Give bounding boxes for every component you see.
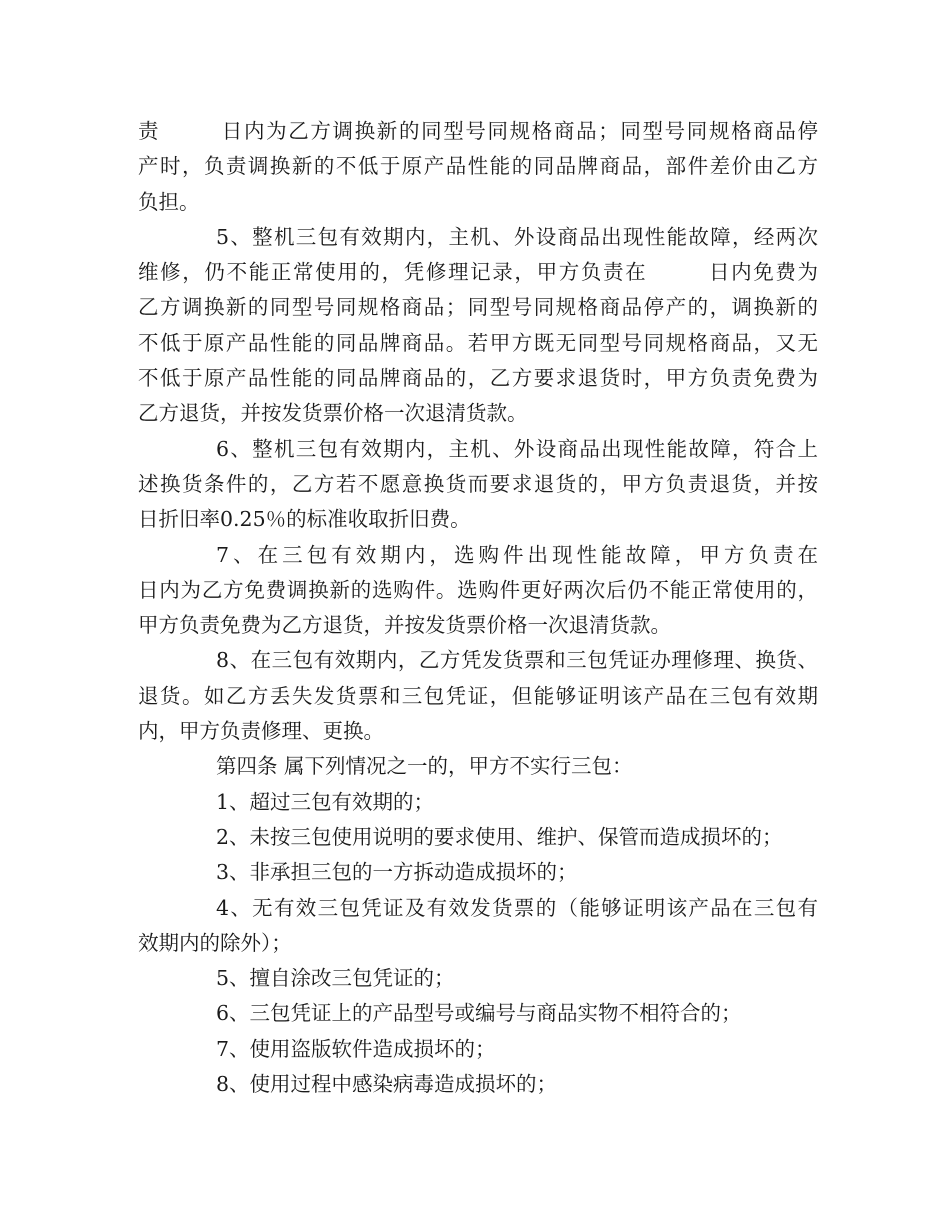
- clause-5-line: 5、整机三包有效期内，主机、外设商品出现性能故障，经两次: [216, 224, 818, 249]
- paragraph-line: 述换货条件的，乙方若不愿意换货而要求退货的，甲方负责退货，并按: [138, 471, 818, 496]
- list-item: 3、非承担三包的一方拆动造成损坏的；: [216, 860, 578, 885]
- clause-8-line: 8、在三包有效期内，乙方凭发货票和三包凭证办理修理、换货、: [216, 648, 818, 673]
- paragraph-line: 不低于原产品性能的同品牌商品。若甲方既无同型号同规格商品，又无: [138, 330, 818, 355]
- list-item: 6、三包凭证上的产品型号或编号与商品实物不相符合的；: [216, 1001, 742, 1026]
- list-item: 4、无有效三包凭证及有效发货票的（能够证明该产品在三包有: [216, 895, 818, 920]
- article-4-heading: 第四条 属下列情况之一的，甲方不实行三包：: [216, 754, 633, 779]
- paragraph-line: 乙方调换新的同型号同规格商品；同型号同规格商品停产的，调换新的: [138, 295, 818, 320]
- paragraph-line: 负担。: [138, 189, 200, 214]
- list-item: 8、使用过程中感染病毒造成损坏的；: [216, 1072, 558, 1097]
- paragraph-line: 日内为乙方免费调换新的选购件。选购件更好两次后仍不能正常使用的，: [138, 577, 818, 602]
- list-item: 7、使用盗版软件造成损坏的；: [216, 1036, 496, 1061]
- paragraph-line: 产时，负责调换新的不低于原产品性能的同品牌商品，部件差价由乙方: [138, 154, 818, 179]
- paragraph-line: 内，甲方负责修理、更换。: [138, 719, 384, 744]
- text-segment: 日内免费为: [707, 260, 819, 285]
- list-item: 5、擅自涂改三包凭证的；: [216, 966, 455, 991]
- paragraph-line: [138, 114, 818, 149]
- paragraph-line: [138, 255, 818, 290]
- paragraph-line: 不低于原产品性能的同品牌商品的，乙方要求退货时，甲方负责免费为: [138, 366, 818, 391]
- document-body: [138, 114, 818, 1102]
- list-item-continuation: 效期内的除外）；: [138, 930, 292, 955]
- paragraph-line: 甲方负责免费为乙方退货，并按发货票价格一次退清货款。: [138, 613, 671, 638]
- list-item: 2、未按三包使用说明的要求使用、维护、保管而造成损坏的；: [216, 824, 783, 849]
- clause-7-line: 7、在三包有效期内，选购件出现性能故障，甲方负责在: [216, 542, 818, 567]
- paragraph-line: 退货。如乙方丢失发货票和三包凭证，但能够证明该产品在三包有效期: [138, 683, 818, 708]
- paragraph-line: 乙方退货，并按发货票价格一次退清货款。: [138, 401, 528, 426]
- clause-6-line: 6、整机三包有效期内，主机、外设商品出现性能故障，符合上: [216, 436, 818, 461]
- text-segment: 日内为乙方调换新的同型号同规格商品；同型号同规格商品停: [220, 119, 819, 143]
- list-item: 1、超过三包有效期的；: [216, 789, 435, 814]
- paragraph-line: 日折旧率0.25％的标准收取折旧费。: [138, 507, 471, 532]
- text-segment: 责: [138, 119, 161, 143]
- text-segment: 维修，仍不能正常使用的，凭修理记录，甲方负责在: [138, 260, 648, 285]
